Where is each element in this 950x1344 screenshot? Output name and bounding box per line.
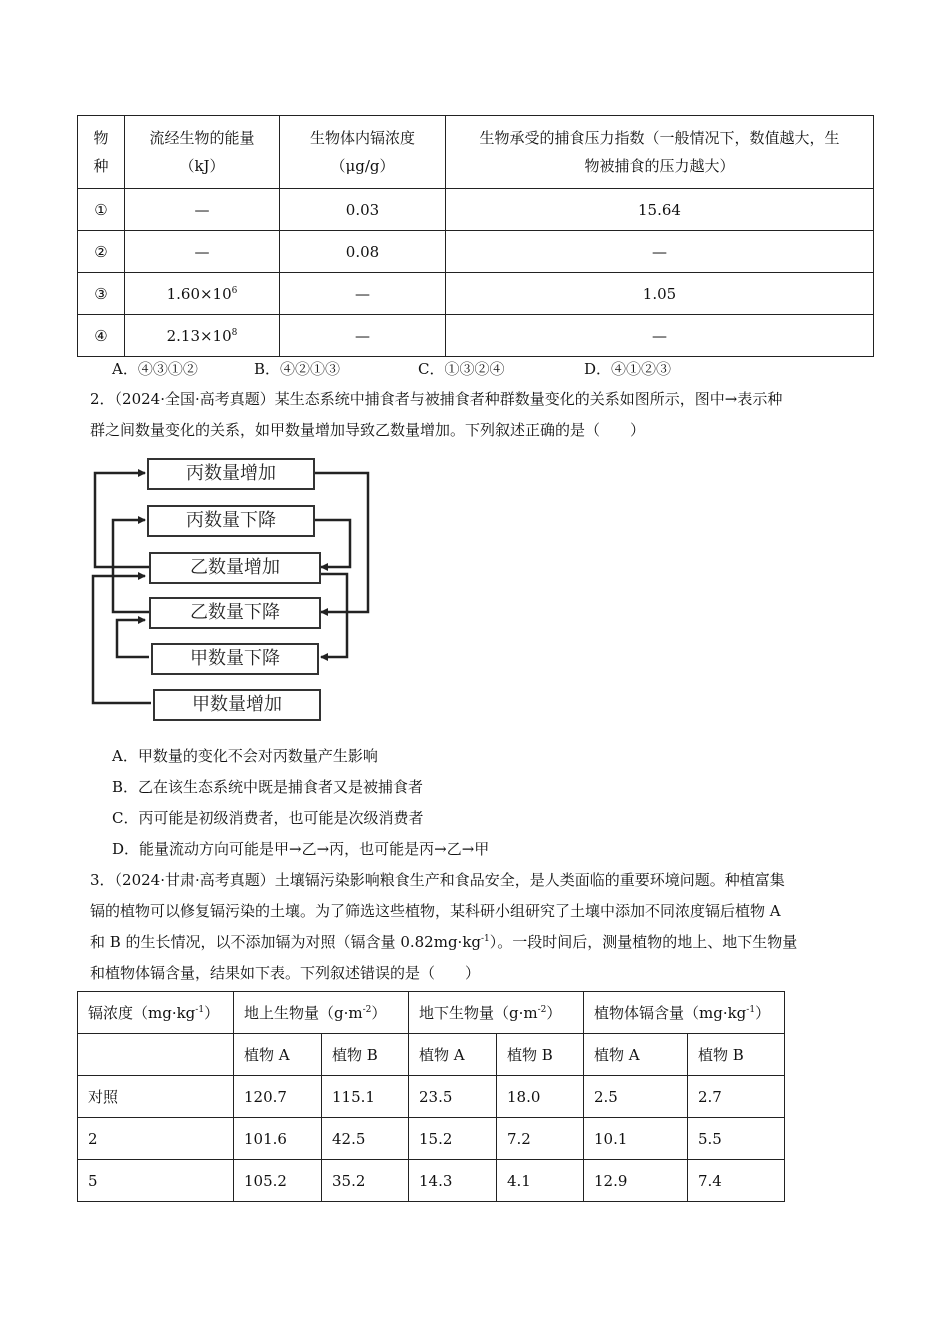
- subheader-empty: [78, 1034, 234, 1076]
- cell-energy: [125, 189, 280, 231]
- q1-option-b[interactable]: B．④②①③: [254, 360, 341, 378]
- table-header-row: [78, 116, 874, 189]
- cell-energy-value: —: [194, 200, 210, 219]
- table-row: [78, 1118, 785, 1160]
- q2-option-c[interactable]: C．丙可能是初级消费者，也可能是次级消费者: [112, 809, 424, 827]
- subheader-plant: 植物 B: [688, 1034, 785, 1076]
- cell: 5: [78, 1160, 234, 1202]
- cell-energy-value: 2.13×10: [166, 326, 232, 345]
- q1-option-a[interactable]: A．④③①②: [112, 360, 198, 378]
- box-jia-increase: 甲数量增加: [153, 689, 321, 721]
- q1-options: [0, 358, 950, 380]
- header-pressure: [446, 116, 874, 189]
- header-pressure-line1: 生物承受的捕食压力指数（一般情况下，数值越大，生: [479, 129, 840, 147]
- q3-stem-line3b: ）。一段时间后，测量植物的地上、地下生物量: [489, 933, 798, 951]
- q2-stem-line2: 群之间数量变化的关系，如甲数量增加导致乙数量增加。下列叙述正确的是（ ）: [90, 421, 646, 439]
- header-cd-line2: （μg/g）: [330, 157, 395, 175]
- population-relation-diagram: [85, 452, 385, 724]
- box-bing-increase: 丙数量增加: [147, 458, 315, 490]
- q3-stem: [90, 865, 865, 989]
- cell: 15.2: [409, 1118, 497, 1160]
- cell: 2.5: [584, 1076, 688, 1118]
- q2-stem-line1: 2．（2024·全国·高考真题）某生态系统中捕食者与被捕食者种群数量变化的关系如图所示，图中→表示种: [90, 390, 783, 408]
- diagram-arrows: [85, 452, 385, 724]
- cell-cd: —: [280, 315, 446, 357]
- cell: 115.1: [322, 1076, 409, 1118]
- table-row: [78, 1160, 785, 1202]
- cell: 12.9: [584, 1160, 688, 1202]
- cell: 2: [78, 1118, 234, 1160]
- cell: 101.6: [234, 1118, 322, 1160]
- header-plant-cd: 植物体镉含量$(mg\cdot kg^{-1})$: [584, 992, 785, 1034]
- cell-energy-exp: 6: [231, 285, 238, 296]
- header-species-line2: 种: [93, 157, 109, 175]
- header-below-biomass: 地下生物量$(g\cdot m^{-2})$: [409, 992, 584, 1034]
- subheader-plant: 植物 B: [322, 1034, 409, 1076]
- table-species-data: [77, 115, 874, 357]
- cell: 42.5: [322, 1118, 409, 1160]
- box-jia-decrease: 甲数量下降: [151, 643, 319, 675]
- table-row: [78, 1076, 785, 1118]
- cell: 10.1: [584, 1118, 688, 1160]
- header-energy-line2: （kJ）: [179, 157, 225, 175]
- cell-species: ①: [78, 189, 125, 231]
- cell-pressure: 1.05: [446, 273, 874, 315]
- table-subheader-row: [78, 1034, 785, 1076]
- q3-stem-line4: 和植物体镉含量，结果如下表。下列叙述错误的是（ ）: [90, 964, 481, 982]
- cell: 18.0: [497, 1076, 584, 1118]
- cell-cd: 0.03: [280, 189, 446, 231]
- cell-species: ③: [78, 273, 125, 315]
- q2-option-d[interactable]: D．能量流动方向可能是甲→乙→丙，也可能是丙→乙→甲: [112, 840, 490, 858]
- cell: 4.1: [497, 1160, 584, 1202]
- cell-energy: [125, 315, 280, 357]
- header-cd: [280, 116, 446, 189]
- q2-option-a[interactable]: A．甲数量的变化不会对丙数量产生影响: [112, 747, 378, 765]
- cell-cd: 0.08: [280, 231, 446, 273]
- q3-stem-line1: 3．（2024·甘肃·高考真题）土壤镉污染影响粮食生产和食品安全，是人类面临的重要环境问题。种植富集: [90, 871, 785, 889]
- cell-energy-value: 1.60×10: [166, 284, 232, 303]
- cell-pressure: —: [446, 231, 874, 273]
- q3-stem-line3a: 和 B 的生长情况，以不添加镉为对照（镉含量 0.82mg·kg: [90, 933, 482, 951]
- header-cd-conc: 镉浓度$(mg\cdot kg^{-1})$: [78, 992, 234, 1034]
- table-row: [78, 273, 874, 315]
- cell: 120.7: [234, 1076, 322, 1118]
- cell-energy-exp: 8: [231, 327, 238, 338]
- cell: 对照: [78, 1076, 234, 1118]
- cell: 23.5: [409, 1076, 497, 1118]
- header-species-line1: 物: [93, 129, 109, 147]
- cell: 35.2: [322, 1160, 409, 1202]
- cell-cd: —: [280, 273, 446, 315]
- header-species: [78, 116, 125, 189]
- q2-option-b[interactable]: B．乙在该生态系统中既是捕食者又是被捕食者: [112, 778, 424, 796]
- cell: 2.7: [688, 1076, 785, 1118]
- q3-stem-sup: -1: [481, 934, 490, 944]
- table-header-row: [78, 992, 785, 1034]
- box-bing-decrease: 丙数量下降: [147, 505, 315, 537]
- q3-stem-line2: 镉的植物可以修复镉污染的土壤。为了筛选这些植物，某科研小组研究了土壤中添加不同浓度镉后植物 A: [90, 902, 781, 920]
- q1-option-d[interactable]: D．④①②③: [584, 360, 672, 378]
- cell: 14.3: [409, 1160, 497, 1202]
- cell: 7.2: [497, 1118, 584, 1160]
- q1-option-c[interactable]: C．①③②④: [418, 360, 505, 378]
- cell-pressure: 15.64: [446, 189, 874, 231]
- cell: 105.2: [234, 1160, 322, 1202]
- header-energy-line1: 流经生物的能量: [149, 129, 255, 147]
- cell: 7.4: [688, 1160, 785, 1202]
- q2-stem: [90, 384, 865, 446]
- header-cd-line1: 生物体内镉浓度: [309, 129, 415, 147]
- table-cd-plants: [77, 991, 785, 1202]
- subheader-plant: 植物 B: [497, 1034, 584, 1076]
- cell-energy: [125, 231, 280, 273]
- table-row: [78, 315, 874, 357]
- subheader-plant: 植物 A: [584, 1034, 688, 1076]
- box-yi-increase: 乙数量增加: [149, 552, 321, 584]
- subheader-plant: 植物 A: [234, 1034, 322, 1076]
- table-row: [78, 231, 874, 273]
- cell: 5.5: [688, 1118, 785, 1160]
- cell-pressure: —: [446, 315, 874, 357]
- box-yi-decrease: 乙数量下降: [149, 597, 321, 629]
- cell-energy-value: —: [194, 242, 210, 261]
- header-above-biomass: 地上生物量$(g\cdot m^{-2})$: [234, 992, 409, 1034]
- cell-species: ②: [78, 231, 125, 273]
- cell-energy: [125, 273, 280, 315]
- table-row: [78, 189, 874, 231]
- header-energy: [125, 116, 280, 189]
- cell-species: ④: [78, 315, 125, 357]
- header-pressure-line2: 物被捕食的压力越大）: [584, 157, 735, 175]
- subheader-plant: 植物 A: [409, 1034, 497, 1076]
